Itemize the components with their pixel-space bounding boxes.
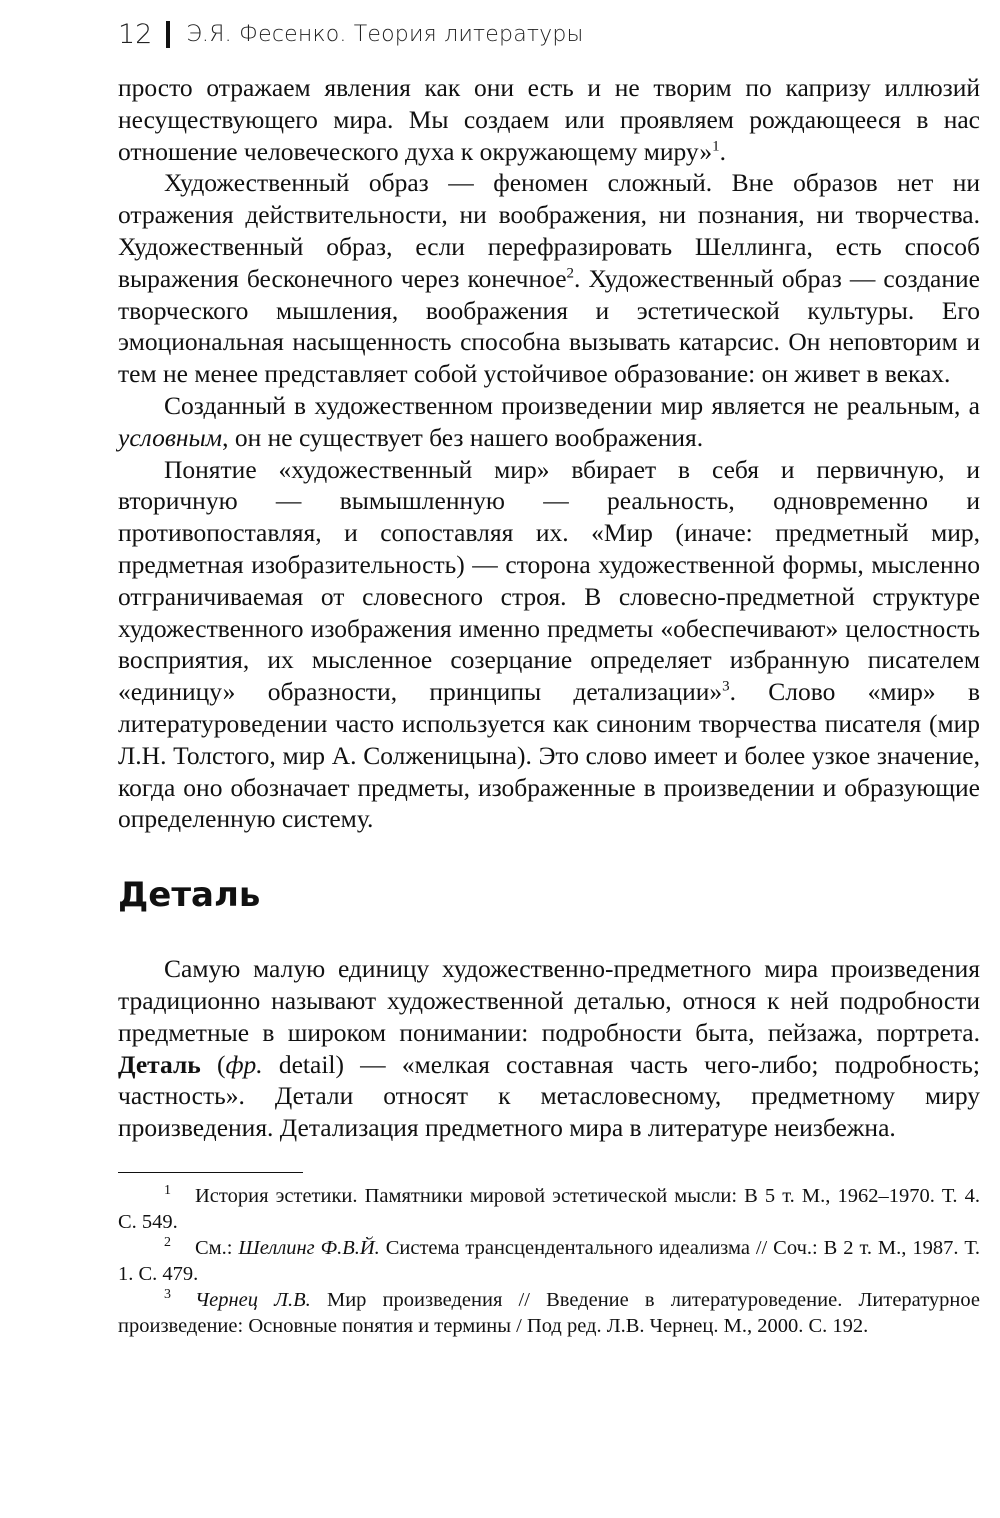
paragraph-1-text: просто отражаем явления как они есть и не творим по капризу иллюзий несуществующего мира. Мы создаем или проявляем рождающееся в нас отношение человеческого духа к окружающему миру» <box>118 73 980 166</box>
footnote-ref-1: 1 <box>712 138 720 155</box>
footnote-ref-3: 3 <box>722 678 730 695</box>
paragraph-1 <box>118 72 980 167</box>
paragraph-4-text-b: . Слово «мир» в литературоведении часто используется как синоним творчества писателя (мир Л.Н. Толстого, мир А. Солженицына). Это слово имеет и более узкое значение, когда оно обозначает предметы, изображенные в произведении и образующие определенную систему. <box>118 677 980 834</box>
page-number: 12 <box>118 18 153 50</box>
paragraph-5-paren: ( <box>200 1049 226 1079</box>
footnote-divider <box>118 1172 303 1173</box>
section-heading: Деталь <box>118 875 261 916</box>
paragraph-2-text-b: . Художественный образ — создание творческого мышления, воображения и эстетической культуры. Его эмоциональная насыщенность способна вызывать катарсис. Он неповторим и тем не менее представляет собой устойчивое образование: он живет в веках. <box>118 263 980 389</box>
paragraph-3-text-b: , он не существует без нашего воображения. <box>222 422 704 452</box>
footnote-ref-2: 2 <box>566 265 575 282</box>
paragraph-5-text-b: detail) — «мелкая составная часть чего-либо; подробность; частность». Детали относят к метасловесному, предметному миру произведения. Детализация предметного мира в литературе неизбежна. <box>118 1049 980 1143</box>
running-header <box>118 14 584 54</box>
page-body <box>118 72 980 1339</box>
footnote-1-number: 1 <box>164 1183 171 1199</box>
footnote-3 <box>118 1287 980 1339</box>
footnote-3-number: 3 <box>164 1287 171 1303</box>
paragraph-2-text-a: Художественный образ — феномен сложный. Вне образов нет ни отражения действительности, ни воображения, ни познания, ни творчества. Художественный образ, если перефразировать Шеллинга, есть способ выражения бесконечного через конечное <box>118 168 980 293</box>
header-separator <box>166 21 170 48</box>
emphasis-uslovnym: условным <box>118 422 223 452</box>
paragraph-3-text-a: Созданный в художественном произведении мир является не реальным, а <box>164 390 980 420</box>
footnote-3-text: Мир произведения // Введение в литературоведение. Литературное произведение: Основные понятия и термины / Под ред. Л.В. Чернец. М., 2000. С. 192. <box>118 1288 980 1337</box>
paragraph-4-text-a: Понятие «художественный мир» вбирает в себя и первичную, и вторичную — вымышленную — реальность, одновременно и противопоставляя, и сопоставляя их. «Мир (иначе: предметный мир, предметная изобразительность) — сторона художественной формы, мысленно отграничиваемая от словесного строя. В словесно-предметной структуре художественного изображения именно предметы «обеспечивают» целостность восприятия, их мысленное созерцание определяет избранную писателем «единицу» образности, принципы детализации» <box>118 454 980 707</box>
paragraph-2 <box>118 167 980 390</box>
footnote-2-number: 2 <box>164 1235 171 1251</box>
footnote-2-author: Шеллинг Ф.В.Й. <box>238 1236 380 1259</box>
paragraph-5 <box>118 953 980 1144</box>
abbr-fr: фр. <box>225 1049 263 1079</box>
paragraph-1-end: . <box>719 136 726 166</box>
footnote-3-author: Чернец Л.В. <box>195 1288 311 1311</box>
footnote-2 <box>118 1235 980 1287</box>
footnote-1 <box>118 1183 980 1235</box>
footnote-2-text: Система трансцендентального идеализма // Соч.: В 2 т. М., 1987. Т. 1. С. 479. <box>118 1236 980 1285</box>
running-title: Э.Я. Фесенко. Теория литературы <box>186 21 584 47</box>
footnote-1-text: История эстетики. Памятники мировой эстетической мысли: В 5 т. М., 1962–1970. Т. 4. С. 549. <box>118 1184 980 1233</box>
paragraph-3 <box>118 390 980 454</box>
term-detal: Деталь <box>118 1049 201 1079</box>
footnote-2-prefix: См.: <box>195 1236 239 1259</box>
paragraph-5-text-a: Самую малую единицу художественно-предметного мира произведения традиционно называют художественной деталью, относя к ней подробности предметные в широком понимании: подробности быта, пейзажа, портрета. <box>118 954 980 1047</box>
paragraph-4 <box>118 454 980 836</box>
